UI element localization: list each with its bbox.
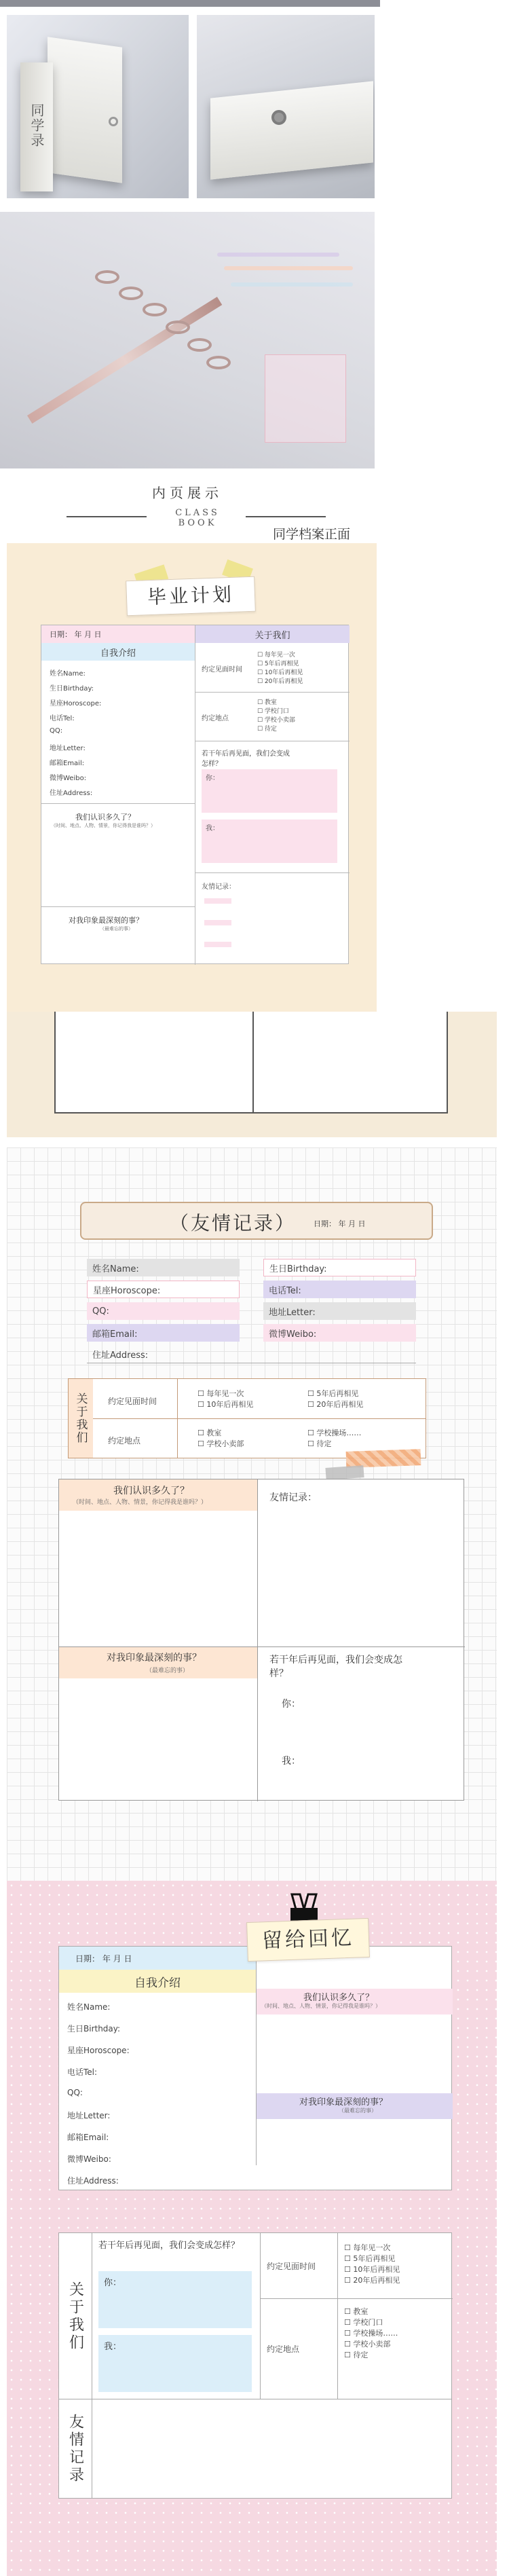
- page-box: [265, 354, 346, 443]
- memory-sheet: [7, 1881, 497, 2576]
- divider: [41, 906, 195, 907]
- binder-ring: [166, 320, 190, 334]
- memory-field-tel[interactable]: 电话Tel:: [67, 2067, 98, 2077]
- plan-sheet: [7, 543, 377, 1012]
- divider: [93, 1418, 426, 1419]
- plan-how-long-hint: （时间、地点、人物、情景，你记得我是谁吗？）: [51, 823, 155, 828]
- field-birthday[interactable]: 生日Birthday:: [50, 685, 94, 693]
- plan-self-intro: 自我介绍: [41, 643, 195, 661]
- binder-ring: [206, 356, 231, 369]
- binder-ring: [119, 287, 143, 300]
- plan-friend-record: 友情记录：: [202, 883, 235, 891]
- memory-future-q: 若干年后再见面，我们会变成怎样？: [98, 2241, 240, 2251]
- friend-record-label: 友情记录：: [269, 1492, 317, 1503]
- friend-sheet: [7, 1147, 497, 1888]
- binder-photo-eyelet: [197, 15, 375, 198]
- plan-meet-place-options[interactable]: ☐ 教室 ☐ 学校门口 ☐ 学校小卖部 ☐ 待定: [257, 699, 295, 733]
- friend-impression-q: 对我印象最深刻的事？: [107, 1653, 202, 1663]
- divider: [337, 2233, 338, 2400]
- memory-record-vertical: 友情记录: [67, 2414, 84, 2484]
- grey-tape: [325, 1465, 364, 1480]
- memory-meet-freq-label: 约定见面时间: [267, 2262, 316, 2271]
- plan-meet-freq-label: 约定见面时间: [202, 666, 242, 674]
- divider: [195, 872, 350, 873]
- divider: [261, 2298, 453, 2299]
- memory-me-label: 我：: [104, 2342, 122, 2352]
- memory-field-qq[interactable]: QQ:: [67, 2088, 83, 2097]
- friend-field-letter[interactable]: 地址Letter:: [263, 1302, 416, 1320]
- plan-form: [41, 625, 349, 964]
- binder-ring: [95, 270, 119, 284]
- friend-main-box: [58, 1479, 464, 1801]
- memory-record-box: [58, 2399, 452, 2499]
- binder-ring: [187, 338, 212, 352]
- memory-about-box: [58, 2232, 452, 2399]
- plan-impression-hint: （最难忘的事）: [100, 926, 133, 932]
- friend-field-name[interactable]: 姓名Name:: [87, 1259, 240, 1276]
- plan-title: 毕业计划: [126, 576, 256, 617]
- memory-date: 日期： 年 月 日: [59, 1947, 256, 1970]
- memory-how-long-q: 我们认识多久了？: [303, 1993, 375, 2003]
- plan-date: 日期： 年 月 日: [41, 625, 195, 643]
- binder-body: [48, 37, 122, 183]
- friend-me-label: 我：: [282, 1756, 301, 1767]
- divider: [177, 1379, 178, 1458]
- memory-how-long-hint: （时间、地点、人物、情景，你记得我是谁吗？）: [261, 2003, 381, 2009]
- friend-future-q: 若干年后再见面，我们会变成怎样？: [269, 1655, 402, 1679]
- plan-sheet-lower: [7, 1012, 497, 1137]
- column-divider: [252, 1012, 254, 1114]
- column-divider: [256, 1947, 257, 2165]
- friend-meet-place-col2[interactable]: ☐ 学校操场…… ☐ 待定: [307, 1429, 362, 1448]
- page-stripe: [217, 253, 339, 257]
- eyelet: [271, 110, 286, 125]
- field-letter[interactable]: 地址Letter:: [50, 745, 86, 752]
- friend-impression-hint: （最难忘的事）: [146, 1668, 189, 1674]
- section-title: 内页展示: [152, 485, 223, 501]
- plan-you-box[interactable]: [202, 769, 337, 813]
- divider: [260, 2233, 261, 2400]
- column-divider: [257, 1479, 258, 1801]
- field-horoscope[interactable]: 星座Horoscope:: [50, 700, 102, 707]
- memory-meet-place-label: 约定地点: [267, 2344, 300, 2354]
- plan-about-us: 关于我们: [195, 625, 350, 643]
- friend-date: 日期： 年 月 日: [314, 1219, 366, 1228]
- top-strip: [0, 0, 380, 7]
- friend-title-text: 友情记录: [191, 1212, 276, 1234]
- binder-body: [210, 81, 373, 179]
- record-line: [204, 942, 231, 947]
- plan-sheet-lower-box: [54, 1012, 448, 1114]
- memory-about-vertical: 关于我们: [67, 2281, 84, 2352]
- friend-meet-place-label: 约定地点: [108, 1436, 141, 1446]
- memory-title: 留给回忆: [246, 1918, 370, 1962]
- divider: [195, 692, 350, 693]
- field-name[interactable]: 姓名Name:: [50, 670, 86, 678]
- memory-impression-q: 对我印象最深刻的事？: [299, 2097, 388, 2108]
- friend-meet-freq-col2[interactable]: ☐ 5年后再相见 ☐ 20年后再相见: [307, 1389, 364, 1409]
- field-tel[interactable]: 电话Tel:: [50, 715, 75, 722]
- friend-title: （友情记录）: [170, 1212, 297, 1234]
- binder-photo-spine: [7, 15, 189, 198]
- friend-meet-freq-col1[interactable]: ☐ 每年见一次 ☐ 10年后再相见: [197, 1389, 254, 1409]
- field-email[interactable]: 邮箱Email:: [50, 760, 85, 767]
- friend-field-qq[interactable]: QQ:: [87, 1302, 240, 1320]
- memory-you-label: 你：: [104, 2278, 122, 2288]
- friend-meet-place-col1[interactable]: ☐ 教室 ☐ 学校小卖部: [197, 1429, 244, 1448]
- page-stripe: [224, 266, 353, 270]
- friend-meet-freq-label: 约定见面时间: [108, 1397, 157, 1406]
- friend-field-weibo[interactable]: 微博Weibo:: [263, 1324, 416, 1342]
- field-address[interactable]: 住址Address:: [50, 790, 93, 797]
- memory-self-intro: 自我介绍: [59, 1970, 256, 1993]
- memory-field-name[interactable]: 姓名Name:: [67, 2002, 111, 2012]
- section-subtitle: CLASS BOOK: [175, 508, 220, 528]
- field-weibo[interactable]: 微博Weibo:: [50, 775, 87, 782]
- memory-field-birthday[interactable]: 生日Birthday:: [67, 2024, 121, 2034]
- binder-rivet: [109, 117, 118, 126]
- plan-you-label: 你：: [206, 775, 219, 782]
- field-qq[interactable]: QQ:: [50, 727, 63, 735]
- binder-ring: [143, 303, 167, 316]
- friend-about-vertical: 关于我们: [69, 1379, 93, 1458]
- friend-field-address[interactable]: 住址Address:: [87, 1346, 416, 1363]
- plan-me-label: 我：: [206, 825, 219, 832]
- friend-about-box: [68, 1378, 426, 1458]
- plan-meet-place-label: 约定地点: [202, 715, 229, 722]
- memory-field-horoscope[interactable]: 星座Horoscope:: [67, 2046, 130, 2055]
- spine-label: 同学录: [29, 103, 45, 148]
- memory-field-letter[interactable]: 地址Letter:: [67, 2111, 111, 2120]
- divider: [41, 803, 195, 804]
- friend-field-horoscope[interactable]: 星座Horoscope:: [87, 1281, 240, 1298]
- friend-field-birthday[interactable]: 生日Birthday:: [263, 1259, 416, 1276]
- page-stripe: [231, 282, 353, 287]
- plan-how-long-q: 我们认识多久了？: [75, 813, 135, 822]
- binder-photo-open: [0, 212, 375, 468]
- record-line: [204, 898, 231, 904]
- memory-field-weibo[interactable]: 微博Weibo:: [67, 2154, 111, 2164]
- section-caption: 同学档案正面: [273, 527, 351, 542]
- friend-how-long-hint: （时间、地点、人物、情景，你记得我是谁吗？）: [73, 1499, 208, 1506]
- friend-how-long-q: 我们认识多久了？: [113, 1486, 189, 1496]
- memory-field-address[interactable]: 住址Address:: [67, 2176, 119, 2186]
- friend-field-email[interactable]: 邮箱Email:: [87, 1324, 240, 1342]
- plan-me-box[interactable]: [202, 820, 337, 863]
- memory-impression-hint: （最难忘的事）: [339, 2108, 377, 2114]
- ring-rail: [27, 297, 222, 424]
- friend-field-tel[interactable]: 电话Tel:: [263, 1281, 416, 1298]
- plan-future-q: 若干年后再见面，我们会变成怎样？: [202, 750, 290, 768]
- plan-impression-q: 对我印象最深刻的事？: [69, 916, 143, 925]
- friend-you-label: 你：: [282, 1699, 301, 1710]
- heading-rule-right: [246, 516, 326, 517]
- heading-rule-left: [67, 516, 147, 517]
- memory-meet-freq-options[interactable]: ☐ 每年见一次 ☐ 5年后再相见 ☐ 10年后再相见 ☐ 20年后再相见: [344, 2243, 400, 2285]
- memory-top-box: [58, 1946, 452, 2190]
- plan-meet-freq-options[interactable]: ☐ 每年见一次 ☐ 5年后再相见 ☐ 10年后再相见 ☐ 20年后再相见: [257, 652, 303, 685]
- memory-meet-place-options[interactable]: ☐ 教室 ☐ 学校门口 ☐ 学校操场…… ☐ 学校小卖部 ☐ 待定: [344, 2307, 398, 2359]
- memory-field-email[interactable]: 邮箱Email:: [67, 2133, 109, 2142]
- record-line: [204, 920, 231, 925]
